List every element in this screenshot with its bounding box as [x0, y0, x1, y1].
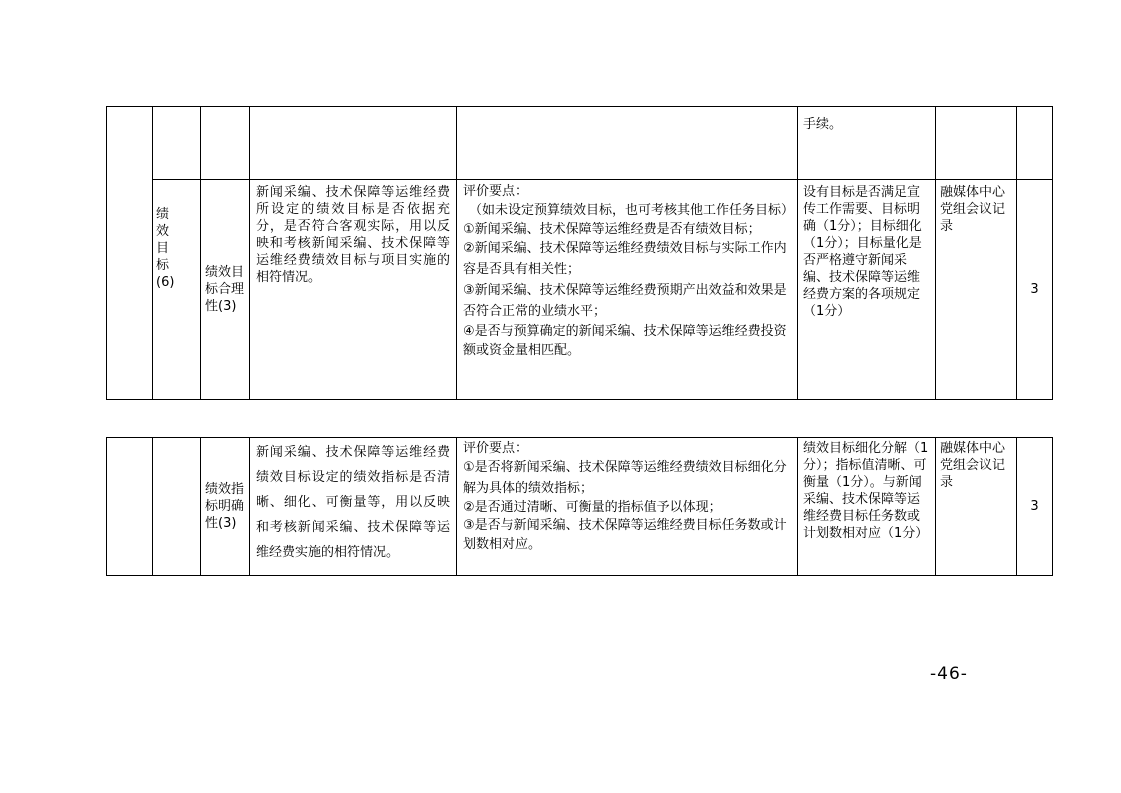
page-number: -46-	[930, 664, 968, 684]
criteria-text: 设有目标是否满足宣传工作需要、目标明确（1分）；目标细化（1分）；目标量化是否严格遵守新闻采编、技术保障等运维经费方案的各项规定（1分）	[803, 185, 922, 319]
criteria-cell	[798, 438, 936, 576]
points-heading: 评价要点：	[463, 184, 529, 199]
subcategory-label: 绩效指标明确性(3)	[205, 482, 245, 531]
score-value: 3	[1030, 282, 1039, 297]
category-cell	[153, 180, 201, 400]
subcategory-label: 绩效目标合理性(3)	[205, 265, 245, 314]
table-row	[107, 438, 1053, 576]
points-item: ①新闻采编、技术保障等运维经费是否有绩效目标；	[463, 222, 761, 237]
description-cell	[250, 438, 457, 576]
points-cell	[457, 438, 798, 576]
description-cell	[250, 180, 457, 400]
score-cell	[1017, 180, 1053, 400]
points-heading: 评价要点：	[463, 441, 529, 456]
points-item: ②是否通过清晰、可衡量的指标值予以体现；	[463, 500, 722, 515]
table-row	[107, 180, 1053, 400]
empty-cell	[201, 107, 250, 180]
points-item: ④是否与预算确定的新闻采编、技术保障等运维经费投资额或资金量相匹配。	[463, 324, 787, 358]
evaluation-table-1	[106, 106, 1053, 400]
empty-cell	[457, 107, 798, 180]
source-text: 融媒体中心党组会议记录	[940, 185, 1006, 234]
criteria-text: 绩效目标细化分解（1分）；指标值清晰、可衡量（1分）。与新闻采编、技术保障等运维经费目标任务数或计划数相对应（1分）	[803, 441, 929, 541]
source-cell	[936, 180, 1017, 400]
evaluation-table-2	[106, 437, 1053, 576]
category-score: (6)	[156, 275, 175, 290]
points-item: ②新闻采编、技术保障等运维经费绩效目标与实际工作内容是否具有相关性；	[463, 241, 787, 277]
subcategory-cell	[201, 180, 250, 400]
empty-cell	[1017, 107, 1053, 180]
points-cell	[457, 180, 798, 400]
subcategory-cell	[201, 438, 250, 576]
criteria-cell	[798, 180, 936, 400]
points-item: ①是否将新闻采编、技术保障等运维经费绩效目标细化分解为具体的绩效指标；	[463, 460, 787, 496]
empty-cell	[250, 107, 457, 180]
empty-cell	[936, 107, 1017, 180]
table-row	[107, 107, 1053, 180]
source-text: 融媒体中心党组会议记录	[940, 441, 1006, 490]
description-text: 新闻采编、技术保障等运维经费绩效目标设定的绩效指标是否清晰、细化、可衡量等，用以反映和考核新闻采编、技术保障等运维经费实施的相符情况。	[256, 445, 450, 560]
empty-cell	[153, 438, 201, 576]
category-label-line1: 绩效	[156, 207, 192, 239]
points-item: ③新闻采编、技术保障等运维经费预期产出效益和效果是否符合正常的业绩水平；	[463, 283, 787, 319]
level1-cell	[107, 107, 153, 400]
score-value: 3	[1030, 499, 1039, 514]
source-cell	[936, 438, 1017, 576]
points-item: ③是否与新闻采编、技术保障等运维经费目标任务数或计划数相对应。	[463, 518, 787, 552]
points-item: （如未设定预算绩效目标，也可考核其他工作任务目标）	[469, 203, 795, 218]
criteria-cell	[798, 107, 936, 180]
category-label-line2: 目标	[156, 241, 188, 273]
score-cell	[1017, 438, 1053, 576]
empty-cell	[153, 107, 201, 180]
description-text: 新闻采编、技术保障等运维经费所设定的绩效目标是否依据充分，是否符合客观实际，用以反映和考核新闻采编、技术保障等运维经费绩效目标与项目实施的相符情况。	[256, 185, 450, 285]
criteria-text: 手续。	[803, 117, 843, 132]
empty-cell	[107, 438, 153, 576]
